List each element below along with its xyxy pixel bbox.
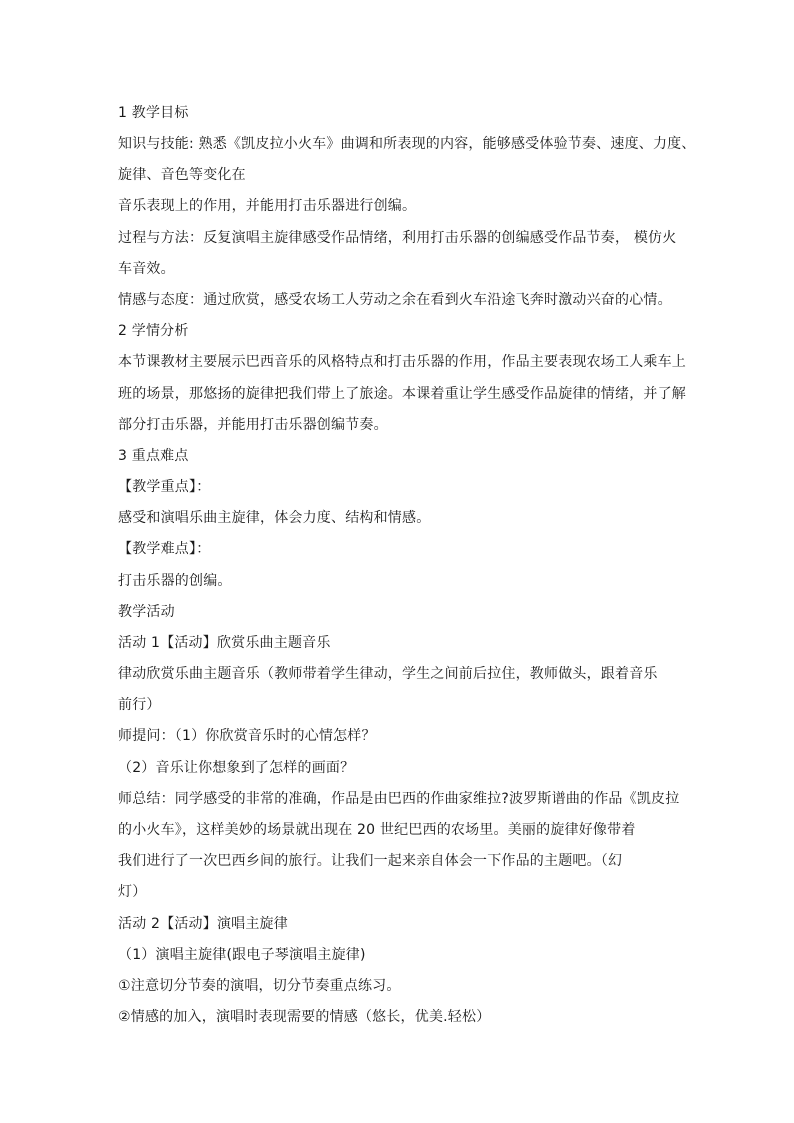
paragraph-line: 情感与态度：通过欣赏，感受农场工人劳动之余在看到火车沿途飞奔时激动兴奋的心情。 xyxy=(118,292,672,308)
paragraph-line: 感受和演唱乐曲主旋律，体会力度、结构和情感。 xyxy=(118,510,431,526)
paragraph-line: 知识与技能: 熟悉《凯皮拉小火车》曲调和所表现的内容，能够感受体验节奏、速度、力度、 xyxy=(118,136,696,152)
paragraph-line: 灯） xyxy=(118,884,147,900)
heading-key-points: 3 重点难点 xyxy=(118,448,189,464)
paragraph-line: 本节课教材主要展示巴西音乐的风格特点和打击乐器的作用，作品主要表现农场工人乘车上 xyxy=(118,354,686,370)
paragraph-line: 打击乐器的创编。 xyxy=(118,573,232,589)
activity-title: 活动 1【活动】欣赏乐曲主题音乐 xyxy=(118,635,331,651)
paragraph-line: 师总结：同学感受的非常的准确，作品是由巴西的作曲家维拉?波罗斯谱曲的作品《凯皮拉 xyxy=(118,791,680,807)
paragraph-line: 律动欣赏乐曲主题音乐（教师带着学生律动，学生之间前后拉住，教师做头，跟着音乐 xyxy=(118,666,658,682)
paragraph-line: 音乐表现上的作用，并能用打击乐器进行创编。 xyxy=(118,198,417,214)
paragraph-line: 前行） xyxy=(118,697,161,713)
paragraph-line: 旋律、音色等变化在 xyxy=(118,167,246,183)
paragraph-line: ②情感的加入，演唱时表现需要的情感（悠长，优美.轻松） xyxy=(118,1009,491,1025)
paragraph-line: 部分打击乐器，并能用打击乐器创编节奏。 xyxy=(118,417,388,433)
paragraph-line: （2）音乐让你想象到了怎样的画面？ xyxy=(118,760,355,776)
heading-activities: 教学活动 xyxy=(118,604,175,620)
heading-teaching-goals: 1 教学目标 xyxy=(118,105,189,121)
paragraph-line: 班的场景，那悠扬的旋律把我们带上了旅途。本课着重让学生感受作品旋律的情绪，并了解 xyxy=(118,386,686,402)
activity-title: 活动 2【活动】演唱主旋律 xyxy=(118,916,288,932)
heading-learner-analysis: 2 学情分析 xyxy=(118,323,189,339)
paragraph-line: 过程与方法：反复演唱主旋律感受作品情绪，利用打击乐器的创编感受作品节奏， 模仿火 xyxy=(118,230,677,246)
paragraph-line: 师提问：（1）你欣赏音乐时的心情怎样？ xyxy=(118,728,376,744)
paragraph-line: ①注意切分节奏的演唱，切分节奏重点练习。 xyxy=(118,978,401,994)
subheading-key-point: 【教学重点】： xyxy=(118,479,211,495)
paragraph-line: （1）演唱主旋律(跟电子琴演唱主旋律) xyxy=(118,947,366,963)
subheading-difficulty: 【教学难点】： xyxy=(118,541,211,557)
paragraph-line: 我们进行了一次巴西乡间的旅行。让我们一起来亲自体会一下作品的主题吧。（幻 xyxy=(118,853,623,869)
paragraph-line: 的小火车》，这样美妙的场景就出现在 20 世纪巴西的农场里。美丽的旋律好像带着 xyxy=(118,822,636,838)
paragraph-line: 车音效。 xyxy=(118,261,175,277)
